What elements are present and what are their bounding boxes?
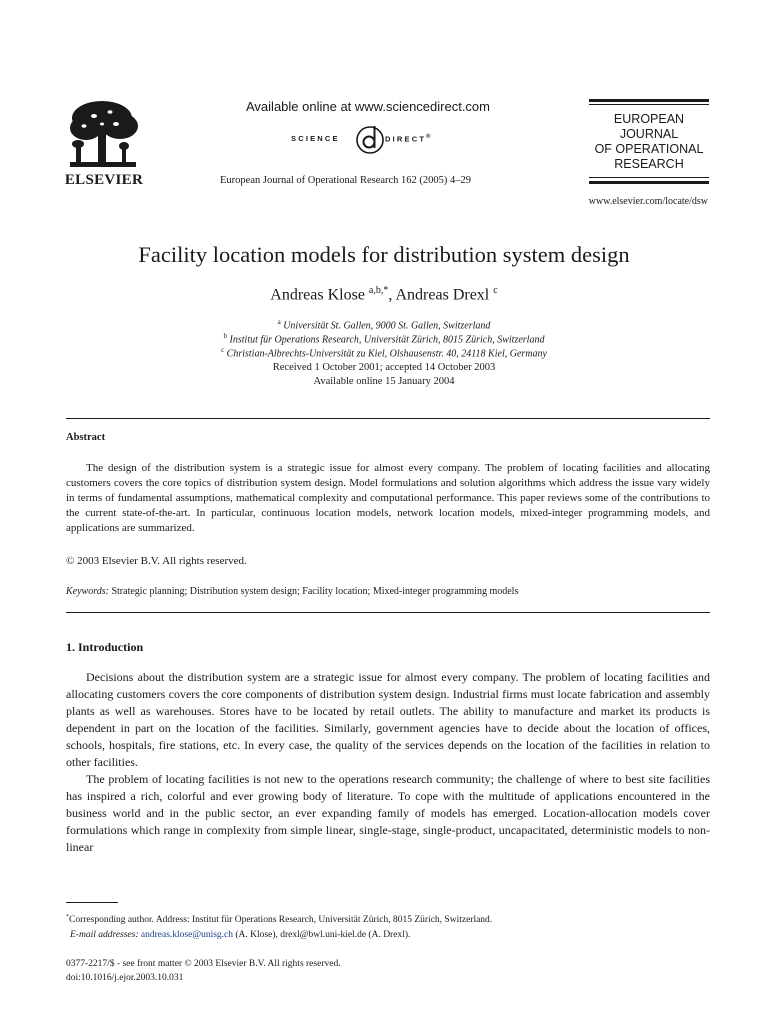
affiliation-mark: a <box>277 318 281 326</box>
keywords-label: Keywords: <box>66 586 109 597</box>
received-date: Received 1 October 2001; accepted 14 October 2003 <box>272 362 496 373</box>
abstract-copyright: © 2003 Elsevier B.V. All rights reserved. <box>66 555 247 567</box>
abstract-heading: Abstract <box>66 432 106 443</box>
paragraph: The problem of locating facilities is not new to the operations research community; the challenge of where to best site facilities has inspired a rich, colorful and ever growing body of literature. To cope with the multitude of applications encountered in the business world and in the public sector, an ever expanding family of models has emerged. Location-allocation models cover formulations which range in complexity from simple linear, single-stage, single-product, uncapacitated, deterministic models to non-linear <box>66 772 710 854</box>
journal-top-rule-thin <box>589 104 709 105</box>
affiliation <box>0 346 768 359</box>
journal-name-block <box>589 99 709 189</box>
affiliation <box>0 318 768 331</box>
journal-bottom-rule-thin <box>589 177 709 178</box>
sciencedirect-word-right: DIRECT® <box>385 134 433 144</box>
publisher-logo <box>64 98 144 188</box>
journal-bottom-rule <box>589 181 709 184</box>
author-separator: , <box>388 286 396 304</box>
affiliation-mark: c <box>221 346 225 354</box>
email-link[interactable]: drexl@bwl.uni-kiel.de <box>280 930 367 941</box>
affiliation-text: Universität St. Gallen, 9000 St. Gallen, Switzerland <box>283 320 491 332</box>
author-name: Andreas Drexl <box>395 286 490 304</box>
journal-url[interactable]: www.elsevier.com/locate/dsw <box>588 196 708 207</box>
affiliation-mark: b <box>223 332 228 340</box>
email-line <box>66 928 710 943</box>
divider <box>66 612 710 613</box>
email-owner: (A. Klose), <box>233 930 281 941</box>
journal-top-rule <box>589 99 709 102</box>
email-label: E-mail addresses: <box>70 930 139 941</box>
author-marks: c <box>493 285 498 296</box>
affiliation <box>0 332 768 345</box>
divider <box>66 418 710 419</box>
footnote-rule <box>66 902 118 903</box>
sciencedirect-logo <box>291 124 451 158</box>
keywords-list: Strategic planning; Distribution system design; Facility location; Mixed-integer programming models <box>108 586 519 597</box>
email-link[interactable]: andreas.klose@unisg.ch <box>140 930 234 941</box>
journal-name-line: RESEARCH <box>614 157 684 171</box>
author-name: Andreas Klose <box>270 286 365 304</box>
available-online-text: Available online at www.sciencedirect.com <box>246 99 490 114</box>
paragraph: Decisions about the distribution system are a strategic issue for almost every company. The problem of locating facilities and allocating customers covers the core components of distribution system design. Industrial firms must locate fabrication and assembly plants as well as warehouses. Stores have to be located by retail outlets. The ability to manufacture and market its products is dependent in part on the location of the facilities. Similarly, government agencies have to decide about the location of offices, schools, hospitals, fire stations, etc. In every case, the quality of the services depends on the location of the facilities in relation to other facilities. <box>66 670 710 769</box>
corresponding-author-note <box>66 910 710 928</box>
sciencedirect-d-icon <box>354 122 386 156</box>
journal-name-line: JOURNAL <box>619 127 679 141</box>
footnote <box>66 910 710 943</box>
elsevier-tree-icon <box>64 98 142 172</box>
journal-name-line: EUROPEAN <box>613 112 685 126</box>
abstract-body <box>66 461 710 536</box>
affiliation-text: Institut für Operations Research, Universität Zürich, 8015 Zürich, Switzerland <box>229 334 545 346</box>
sciencedirect-word-left: SCIENCE <box>291 134 340 143</box>
corresponding-author-text: Corresponding author. Address: Institut für Operations Research, Universität Zürich, 8015 Zürich, Switzerland. <box>69 915 493 926</box>
paper-title: Facility location models for distribution system design <box>138 242 630 267</box>
publisher-name: ELSEVIER <box>64 172 144 188</box>
keywords <box>66 586 518 597</box>
front-matter-line: 0377-2217/$ - see front matter © 2003 Elsevier B.V. All rights reserved. <box>66 959 341 969</box>
section-body <box>66 669 710 856</box>
author-list <box>0 285 768 304</box>
publication-meta <box>66 957 341 985</box>
email-owner: (A. Drexl). <box>366 930 411 941</box>
footnote-mark: * <box>66 914 69 920</box>
section-heading: 1. Introduction <box>66 640 144 654</box>
author-marks: a,b,* <box>368 285 389 296</box>
abstract-paragraph: The design of the distribution system is a strategic issue for almost every company. The problem of locating facilities and allocating customers covers the core topics of distribution system design. Model formulations and solution algorithms which address the issue vary widely in terms of fundamental assumptions, mathematical complexity and computational performance. This paper reviews some of the contributions to the current state-of-the-art. In particular, continuous location models, network location models, mixed-integer programming models, and applications are summarized. <box>66 462 710 534</box>
available-date: Available online 15 January 2004 <box>313 376 455 387</box>
affiliation-text: Christian-Albrechts-Universität zu Kiel, Olshausenstr. 40, 24118 Kiel, Germany <box>226 348 547 360</box>
journal-reference: European Journal of Operational Research 162 (2005) 4–29 <box>220 175 472 186</box>
doi-line: doi:10.1016/j.ejor.2003.10.031 <box>66 973 184 983</box>
journal-name-line: OF OPERATIONAL <box>594 142 704 156</box>
